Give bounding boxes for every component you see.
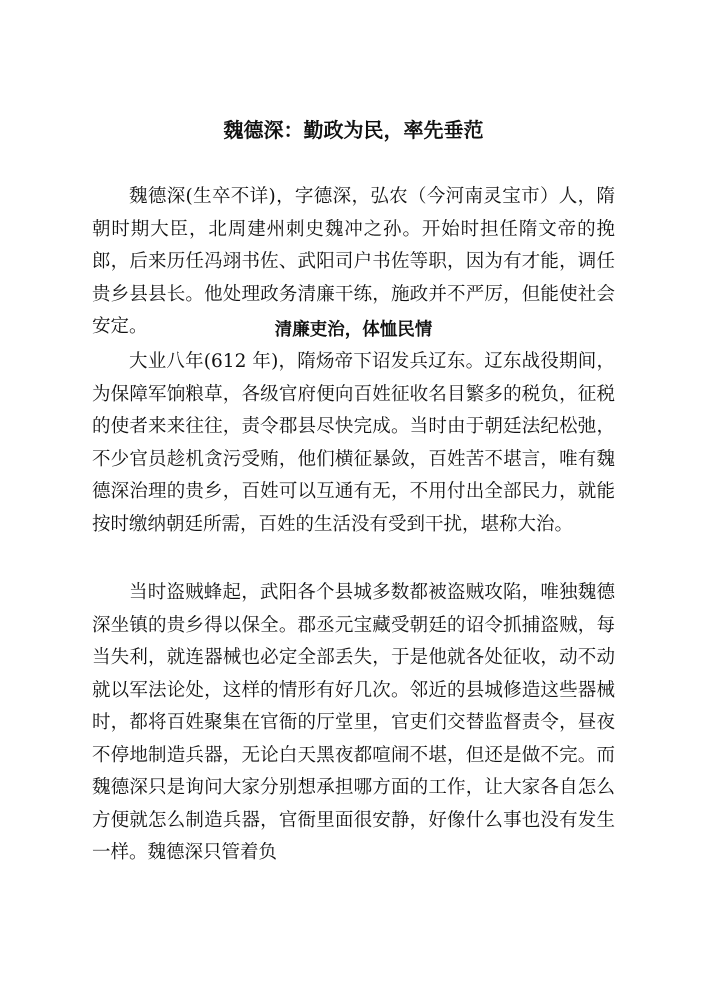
paragraph-bandits: 当时盗贼蜂起，武阳各个县城多数都被盗贼攻陷，唯独魏德深坐镇的贵乡得以保全。郡丞元宝藏受朝廷的诏令抓捕盗贼，每当失利，就连器械也必定全部丢失，于是他就各处征收，动不动就以军法论处，这样的情形有好几次。邻近的县城修造这些器械时，都将百姓聚集在官衙的厅堂里，官吏们交替监督责令，昼夜不停地制造兵器，无论白天黑夜都喧闹不堪，但还是做不完。而魏德深只是询问大家分别想承担哪方面的工作，让大家各自怎么方便就怎么制造兵器，官衙里面很安静，好像什么事也没有发生一样。魏德深只管着负 (92, 582, 615, 863)
document-title: 魏德深：勤政为民，率先垂范 (223, 118, 484, 142)
section-heading: 清廉吏治，体恤民情 (274, 320, 433, 340)
paragraph-intro: 魏德深(生卒不详)，字德深，弘农（今河南灵宝市）人，隋朝时期大臣，北周建州刺史魏冲之孙。开始时担任隋文帝的挽郎，后来历任冯翊书佐、武阳司户书佐等职，因为有才能，调任贵乡县县长。他处理政务清廉干练，施政并不严厉，但能使社会安定。 (92, 186, 615, 337)
paragraph-liaodong: 大业八年(612 年)，隋炀帝下诏发兵辽东。辽东战役期间，为保障军饷粮草，各级官府便向百姓征收名目繁多的税负，征税的使者来来往往，责令郡县尽快完成。当时由于朝廷法纪松弛，不少官员趁机贪污受贿，他们横征暴敛，百姓苦不堪言，唯有魏德深治理的贵乡，百姓可以互通有无，不用付出全部民力，就能按时缴纳朝廷所需，百姓的生活没有受到干扰，堪称大治。 (92, 351, 615, 535)
